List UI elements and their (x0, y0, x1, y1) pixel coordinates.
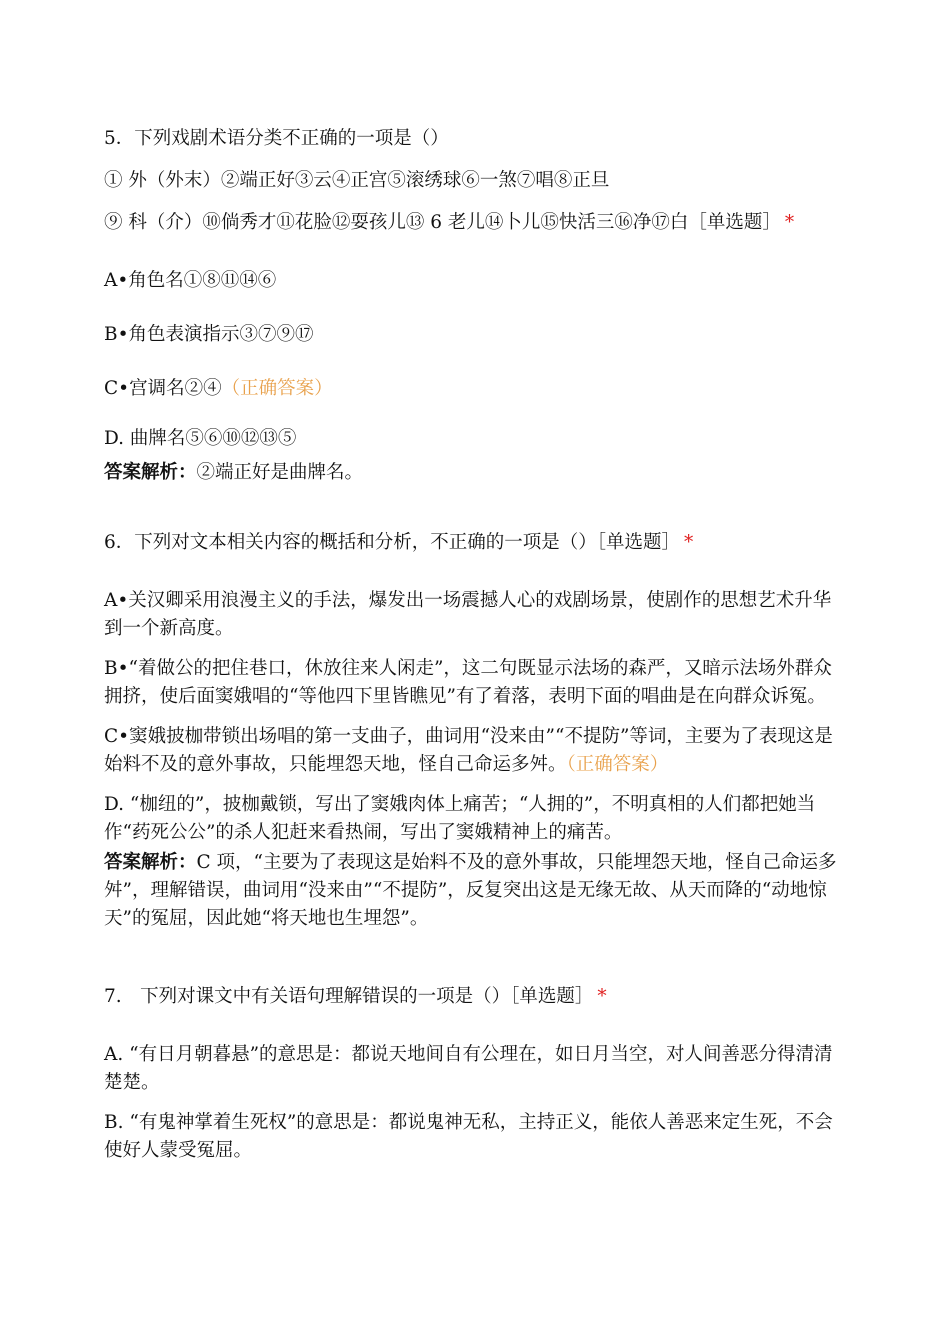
option-c[interactable] (104, 375, 844, 403)
question-title (104, 529, 844, 557)
correct-answer-tag: （正确答案） (221, 378, 333, 399)
question-7 (104, 983, 844, 1165)
question-title: 5．下列戏剧术语分类不正确的一项是（） (104, 128, 449, 149)
option-d[interactable] (104, 425, 844, 453)
option-text: A•关汉卿采用浪漫主义的手法，爆发出一场震撼人心的戏剧场景，使剧作的思想艺术升华到一个新高度。 (104, 590, 832, 639)
answer-explanation (104, 459, 844, 487)
question-stem-text: ⑨ 科（介）⑩倘秀才⑪花脸⑫耍孩儿⑬ 6 老儿⑭卜儿⑮快活三⑯净⑰白［单选题］ (104, 212, 781, 233)
document-page (104, 125, 844, 1165)
question-5 (104, 125, 844, 487)
question-stem-line (104, 209, 844, 237)
correct-answer-tag: （正确答案） (566, 754, 669, 775)
question-title-text: 7. 下列对课文中有关语句理解错误的一项是（）［单选题］ (104, 986, 594, 1007)
option-a[interactable] (104, 587, 844, 643)
explanation-label: 答案解析： (104, 462, 197, 483)
required-mark: * (784, 212, 795, 233)
question-stem-line: ① 外（外末）②端正好③云④正宫⑤滚绣球⑥一煞⑦唱⑧正旦 (104, 170, 610, 191)
option-b[interactable] (104, 1109, 844, 1165)
option-text: C•窦娥披枷带锁出场唱的第一支曲子，曲词用“没来由”“不提防”等词，主要为了表现这是始料不及的意外事故，只能埋怨天地，怪自己命运多舛。 (104, 726, 833, 775)
option-a[interactable] (104, 267, 844, 295)
option-text: B. “有鬼神掌着生死权”的意思是：都说鬼神无私，主持正义，能依人善恶来定生死，不会使好人蒙受冤屈。 (104, 1112, 833, 1161)
option-b[interactable] (104, 655, 844, 711)
option-b[interactable] (104, 321, 844, 349)
option-text: D. 曲牌名⑤⑥⑩⑫⑬⑤ (104, 428, 297, 449)
spacer (104, 487, 844, 529)
required-mark: * (684, 532, 694, 553)
explanation-text: ②端正好是曲牌名。 (196, 462, 364, 483)
option-text: C•宫调名②④ (104, 378, 222, 399)
question-title-text: 6．下列对文本相关内容的概括和分析，不正确的一项是（）［单选题］ (104, 532, 681, 553)
option-a[interactable] (104, 1041, 844, 1097)
option-text: A•角色名①⑧⑪⑭⑥ (104, 270, 277, 291)
explanation-label: 答案解析： (104, 852, 197, 873)
question-6 (104, 529, 844, 933)
option-text: A. “有日月朝暮悬”的意思是：都说天地间自有公理在，如日月当空，对人间善恶分得清清楚楚。 (104, 1044, 833, 1093)
spacer (104, 933, 844, 983)
question-title (104, 983, 844, 1011)
option-text: B•角色表演指示③⑦⑨⑰ (104, 324, 314, 345)
option-c[interactable] (104, 723, 844, 779)
explanation-text: C 项，“主要为了表现这是始料不及的意外事故，只能埋怨天地，怪自己命运多舛”，理解错误，曲词用“没来由”“不提防”，反复突出这是无缘无故、从天而降的“动地惊天”的冤屈，因此她“将天地也生埋怨”。 (104, 852, 837, 929)
required-mark: * (597, 986, 607, 1007)
answer-explanation (104, 849, 844, 933)
option-text: B•“着做公的把住巷口，休放往来人闲走”，这二句既显示法场的森严，又暗示法场外群众拥挤，使后面窦娥唱的“等他四下里皆瞧见”有了着落，表明下面的唱曲是在向群众诉冤。 (104, 658, 832, 707)
option-d[interactable] (104, 791, 844, 847)
option-text: D. “枷纽的”，披枷戴锁，写出了窦娥肉体上痛苦；“人拥的”，不明真相的人们都把她当作“药死公公”的杀人犯赶来看热闹，写出了窦娥精神上的痛苦。 (104, 794, 816, 843)
